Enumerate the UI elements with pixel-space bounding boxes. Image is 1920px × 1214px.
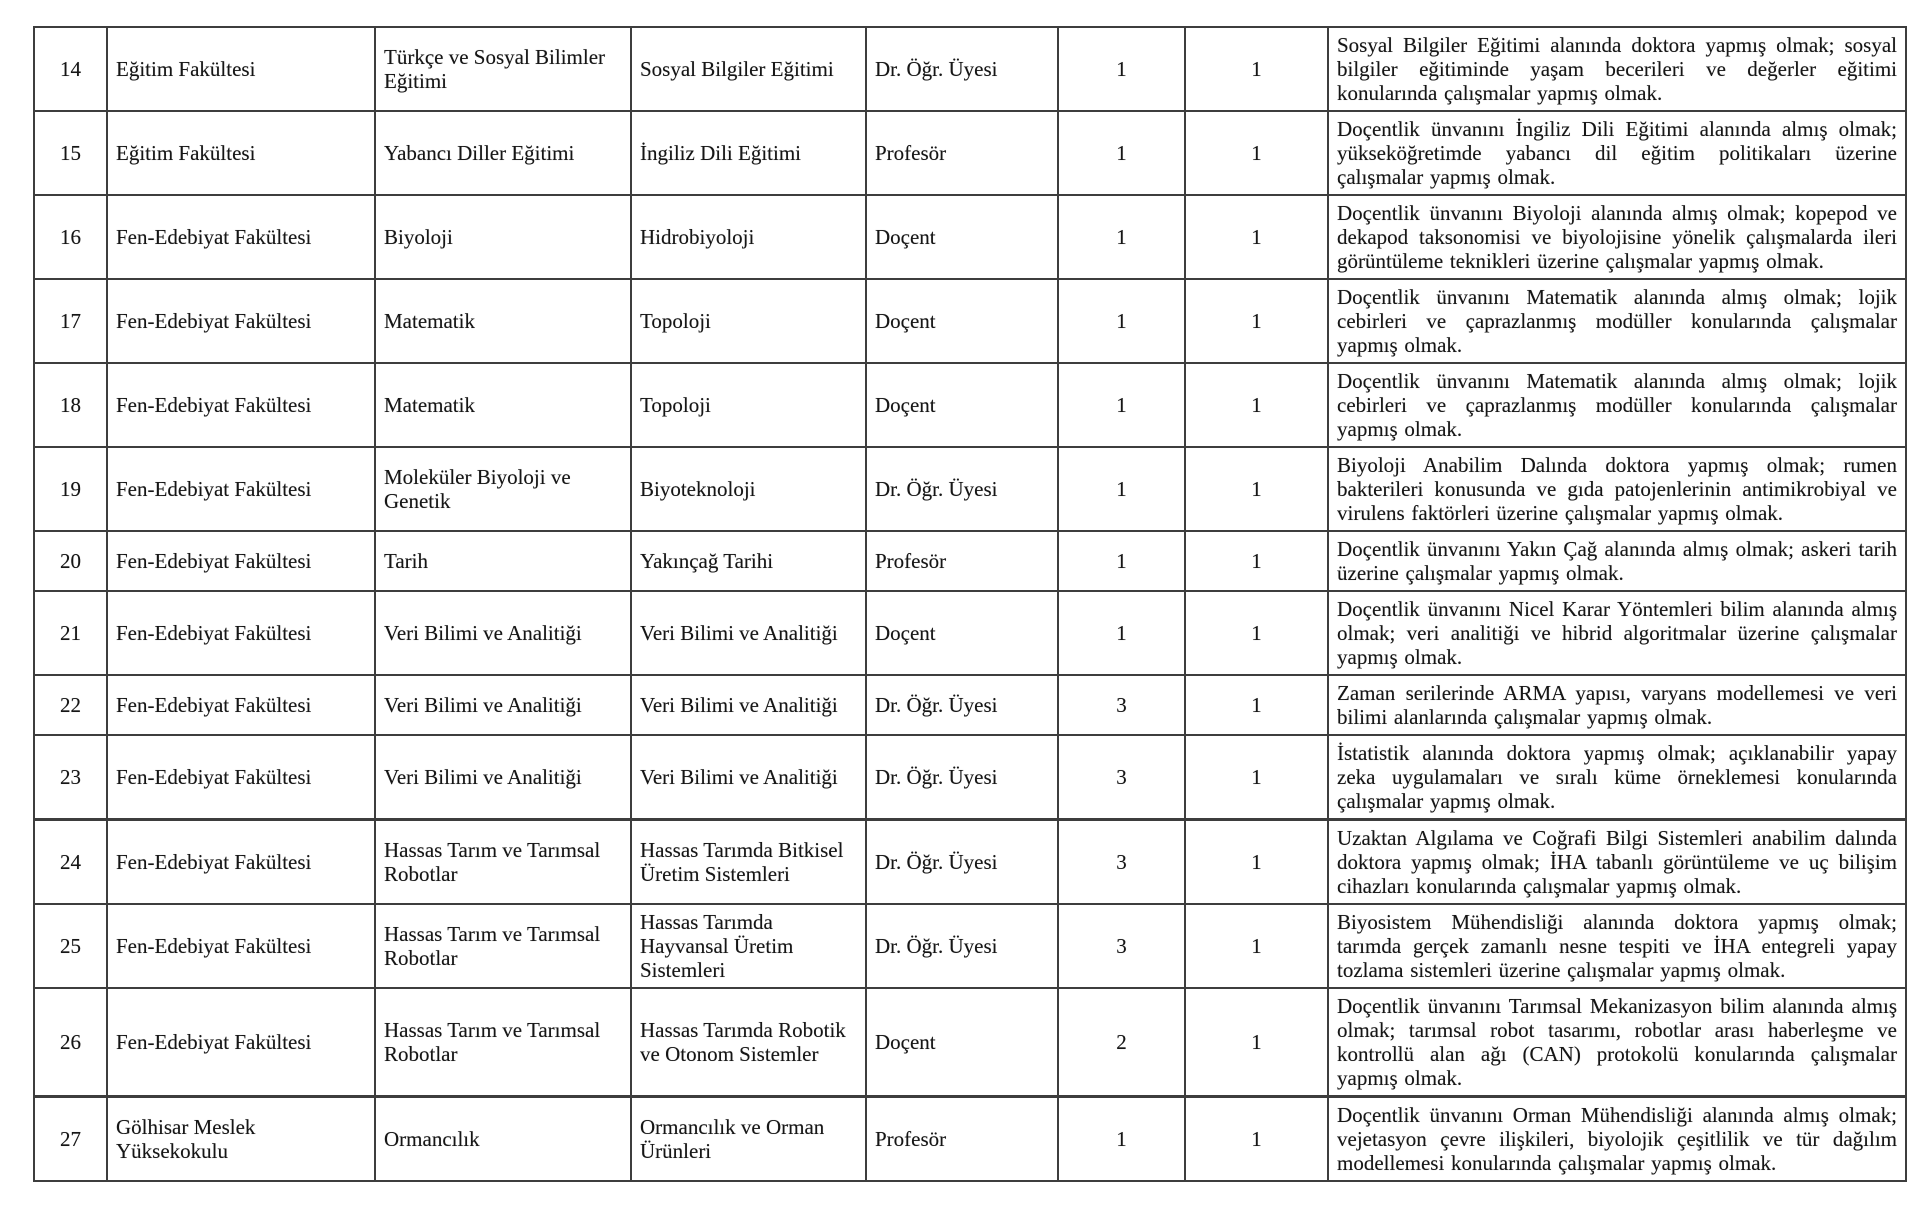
cell-row-number: 15 [34, 111, 107, 195]
cell-faculty: Fen-Edebiyat Fakültesi [107, 675, 375, 735]
cell-academic-title: Dr. Öğr. Üyesi [866, 904, 1058, 988]
cell-program: Veri Bilimi ve Analitiği [631, 675, 866, 735]
cell-second-count: 1 [1185, 675, 1328, 735]
cell-faculty: Fen-Edebiyat Fakültesi [107, 904, 375, 988]
cell-program: Hassas Tarımda Bitkisel Üretim Sistemleri [631, 820, 866, 905]
table-row [34, 111, 1906, 195]
cell-department: Veri Bilimi ve Analitiği [375, 591, 631, 675]
table-row [34, 988, 1906, 1097]
table-row [34, 904, 1906, 988]
cell-position-count: 1 [1058, 111, 1185, 195]
cell-department: Hassas Tarım ve Tarımsal Robotlar [375, 820, 631, 905]
cell-position-count: 3 [1058, 735, 1185, 820]
cell-second-count: 1 [1185, 447, 1328, 531]
cell-requirement-text: Doçentlik ünvanını Matematik alanında almış olmak; lojik cebirleri ve çaprazlanmış modüller konularında çalışmalar yapmış olmak. [1328, 363, 1906, 447]
cell-academic-title: Doçent [866, 363, 1058, 447]
cell-position-count: 1 [1058, 1097, 1185, 1182]
cell-program: İngiliz Dili Eğitimi [631, 111, 866, 195]
cell-program: Topoloji [631, 363, 866, 447]
cell-academic-title: Dr. Öğr. Üyesi [866, 820, 1058, 905]
table-row [34, 363, 1906, 447]
table-row [34, 27, 1906, 111]
cell-department: Veri Bilimi ve Analitiği [375, 735, 631, 820]
cell-department: Hassas Tarım ve Tarımsal Robotlar [375, 988, 631, 1097]
cell-second-count: 1 [1185, 531, 1328, 591]
cell-row-number: 14 [34, 27, 107, 111]
cell-department: Moleküler Biyoloji ve Genetik [375, 447, 631, 531]
cell-program: Veri Bilimi ve Analitiği [631, 591, 866, 675]
cell-department: Matematik [375, 363, 631, 447]
cell-requirement-text: Uzaktan Algılama ve Coğrafi Bilgi Sistemleri anabilim dalında doktora yapmış olmak; İHA tabanlı görüntüleme ve uç bilişim cihazları konularında çalışmalar yapmış olmak. [1328, 820, 1906, 905]
cell-row-number: 22 [34, 675, 107, 735]
cell-requirement-text: İstatistik alanında doktora yapmış olmak; açıklanabilir yapay zeka uygulamaları ve sıralı küme örneklemesi konularında çalışmalar yapmış olmak. [1328, 735, 1906, 820]
cell-row-number: 19 [34, 447, 107, 531]
cell-department: Biyoloji [375, 195, 631, 279]
cell-faculty: Fen-Edebiyat Fakültesi [107, 735, 375, 820]
cell-faculty: Fen-Edebiyat Fakültesi [107, 591, 375, 675]
cell-program: Veri Bilimi ve Analitiği [631, 735, 866, 820]
cell-row-number: 17 [34, 279, 107, 363]
cell-row-number: 26 [34, 988, 107, 1097]
cell-position-count: 1 [1058, 279, 1185, 363]
cell-requirement-text: Biyoloji Anabilim Dalında doktora yapmış olmak; rumen bakterileri konusunda ve gıda patojenlerinin antimikrobiyal ve virulens faktörleri üzerine çalışmalar yapmış olmak. [1328, 447, 1906, 531]
cell-requirement-text: Sosyal Bilgiler Eğitimi alanında doktora yapmış olmak; sosyal bilgiler eğitiminde yaşam becerileri ve değerler eğitimi konularında çalışmalar yapmış olmak. [1328, 27, 1906, 111]
cell-faculty: Eğitim Fakültesi [107, 111, 375, 195]
cell-program: Sosyal Bilgiler Eğitimi [631, 27, 866, 111]
cell-academic-title: Dr. Öğr. Üyesi [866, 735, 1058, 820]
table-body [34, 27, 1906, 1181]
cell-row-number: 24 [34, 820, 107, 905]
table-row [34, 820, 1906, 905]
cell-row-number: 23 [34, 735, 107, 820]
table-row [34, 735, 1906, 820]
cell-faculty: Gölhisar Meslek Yüksekokulu [107, 1097, 375, 1182]
cell-department: Matematik [375, 279, 631, 363]
cell-requirement-text: Doçentlik ünvanını Biyoloji alanında almış olmak; kopepod ve dekapod taksonomisi ve biyolojisine yönelik çalışmalarda ileri görüntüleme teknikleri üzerine çalışmalar yapmış olmak. [1328, 195, 1906, 279]
cell-requirement-text: Doçentlik ünvanını Yakın Çağ alanında almış olmak; askeri tarih üzerine çalışmalar yapmış olmak. [1328, 531, 1906, 591]
cell-position-count: 1 [1058, 363, 1185, 447]
cell-position-count: 1 [1058, 27, 1185, 111]
cell-program: Topoloji [631, 279, 866, 363]
cell-row-number: 16 [34, 195, 107, 279]
cell-row-number: 20 [34, 531, 107, 591]
cell-requirement-text: Doçentlik ünvanını Orman Mühendisliği alanında almış olmak; vejetasyon çevre ilişkileri, biyolojik çeşitlilik ve tür dağılım modellemesi konularında çalışmalar yapmış olmak. [1328, 1097, 1906, 1182]
cell-position-count: 2 [1058, 988, 1185, 1097]
cell-faculty: Fen-Edebiyat Fakültesi [107, 531, 375, 591]
cell-second-count: 1 [1185, 735, 1328, 820]
cell-academic-title: Doçent [866, 195, 1058, 279]
cell-academic-title: Doçent [866, 591, 1058, 675]
cell-requirement-text: Doçentlik ünvanını Matematik alanında almış olmak; lojik cebirleri ve çaprazlanmış modüller konularında çalışmalar yapmış olmak. [1328, 279, 1906, 363]
cell-faculty: Fen-Edebiyat Fakültesi [107, 447, 375, 531]
cell-academic-title: Doçent [866, 279, 1058, 363]
cell-second-count: 1 [1185, 820, 1328, 905]
cell-requirement-text: Zaman serilerinde ARMA yapısı, varyans modellemesi ve veri bilimi alanlarında çalışmalar yapmış olmak. [1328, 675, 1906, 735]
cell-position-count: 1 [1058, 531, 1185, 591]
cell-faculty: Fen-Edebiyat Fakültesi [107, 279, 375, 363]
table-row [34, 279, 1906, 363]
cell-academic-title: Profesör [866, 531, 1058, 591]
cell-second-count: 1 [1185, 363, 1328, 447]
cell-program: Hassas Tarımda Hayvansal Üretim Sistemleri [631, 904, 866, 988]
cell-row-number: 27 [34, 1097, 107, 1182]
cell-faculty: Fen-Edebiyat Fakültesi [107, 988, 375, 1097]
cell-requirement-text: Doçentlik ünvanını İngiliz Dili Eğitimi alanında almış olmak; yükseköğretimde yabancı dil eğitim politikaları üzerine çalışmalar yapmış olmak. [1328, 111, 1906, 195]
cell-position-count: 3 [1058, 904, 1185, 988]
cell-program: Hassas Tarımda Robotik ve Otonom Sistemler [631, 988, 866, 1097]
cell-department: Tarih [375, 531, 631, 591]
cell-position-count: 1 [1058, 195, 1185, 279]
cell-academic-title: Dr. Öğr. Üyesi [866, 447, 1058, 531]
cell-second-count: 1 [1185, 1097, 1328, 1182]
cell-department: Hassas Tarım ve Tarımsal Robotlar [375, 904, 631, 988]
cell-academic-title: Dr. Öğr. Üyesi [866, 675, 1058, 735]
cell-academic-title: Doçent [866, 988, 1058, 1097]
table-row [34, 591, 1906, 675]
cell-program: Ormancılık ve Orman Ürünleri [631, 1097, 866, 1182]
cell-requirement-text: Doçentlik ünvanını Tarımsal Mekanizasyon bilim alanında almış olmak; tarımsal robot tasarımı, robotlar arası haberleşme ve kontrollü alan ağı (CAN) protokolü konularında çalışmalar yapmış olmak. [1328, 988, 1906, 1097]
table-row [34, 195, 1906, 279]
cell-row-number: 21 [34, 591, 107, 675]
table-row [34, 675, 1906, 735]
cell-second-count: 1 [1185, 988, 1328, 1097]
table-row [34, 1097, 1906, 1182]
table-row [34, 531, 1906, 591]
cell-requirement-text: Biyosistem Mühendisliği alanında doktora yapmış olmak; tarımda gerçek zamanlı nesne tespiti ve İHA entegreli yapay tozlama sistemleri üzerine çalışmalar yapmış olmak. [1328, 904, 1906, 988]
cell-second-count: 1 [1185, 27, 1328, 111]
academic-positions-table [33, 26, 1907, 1182]
cell-row-number: 18 [34, 363, 107, 447]
cell-position-count: 3 [1058, 675, 1185, 735]
cell-department: Yabancı Diller Eğitimi [375, 111, 631, 195]
cell-department: Ormancılık [375, 1097, 631, 1182]
cell-second-count: 1 [1185, 591, 1328, 675]
cell-faculty: Fen-Edebiyat Fakültesi [107, 363, 375, 447]
cell-second-count: 1 [1185, 111, 1328, 195]
cell-second-count: 1 [1185, 279, 1328, 363]
cell-faculty: Fen-Edebiyat Fakültesi [107, 820, 375, 905]
cell-department: Veri Bilimi ve Analitiği [375, 675, 631, 735]
cell-program: Hidrobiyoloji [631, 195, 866, 279]
cell-program: Yakınçağ Tarihi [631, 531, 866, 591]
cell-academic-title: Profesör [866, 111, 1058, 195]
cell-academic-title: Profesör [866, 1097, 1058, 1182]
cell-row-number: 25 [34, 904, 107, 988]
cell-second-count: 1 [1185, 904, 1328, 988]
cell-faculty: Fen-Edebiyat Fakültesi [107, 195, 375, 279]
cell-position-count: 1 [1058, 591, 1185, 675]
table-row [34, 447, 1906, 531]
cell-second-count: 1 [1185, 195, 1328, 279]
cell-position-count: 1 [1058, 447, 1185, 531]
cell-department: Türkçe ve Sosyal Bilimler Eğitimi [375, 27, 631, 111]
cell-position-count: 3 [1058, 820, 1185, 905]
cell-academic-title: Dr. Öğr. Üyesi [866, 27, 1058, 111]
cell-requirement-text: Doçentlik ünvanını Nicel Karar Yöntemleri bilim alanında almış olmak; veri analitiği ve hibrid algoritmalar üzerine çalışmalar yapmış olmak. [1328, 591, 1906, 675]
cell-program: Biyoteknoloji [631, 447, 866, 531]
cell-faculty: Eğitim Fakültesi [107, 27, 375, 111]
